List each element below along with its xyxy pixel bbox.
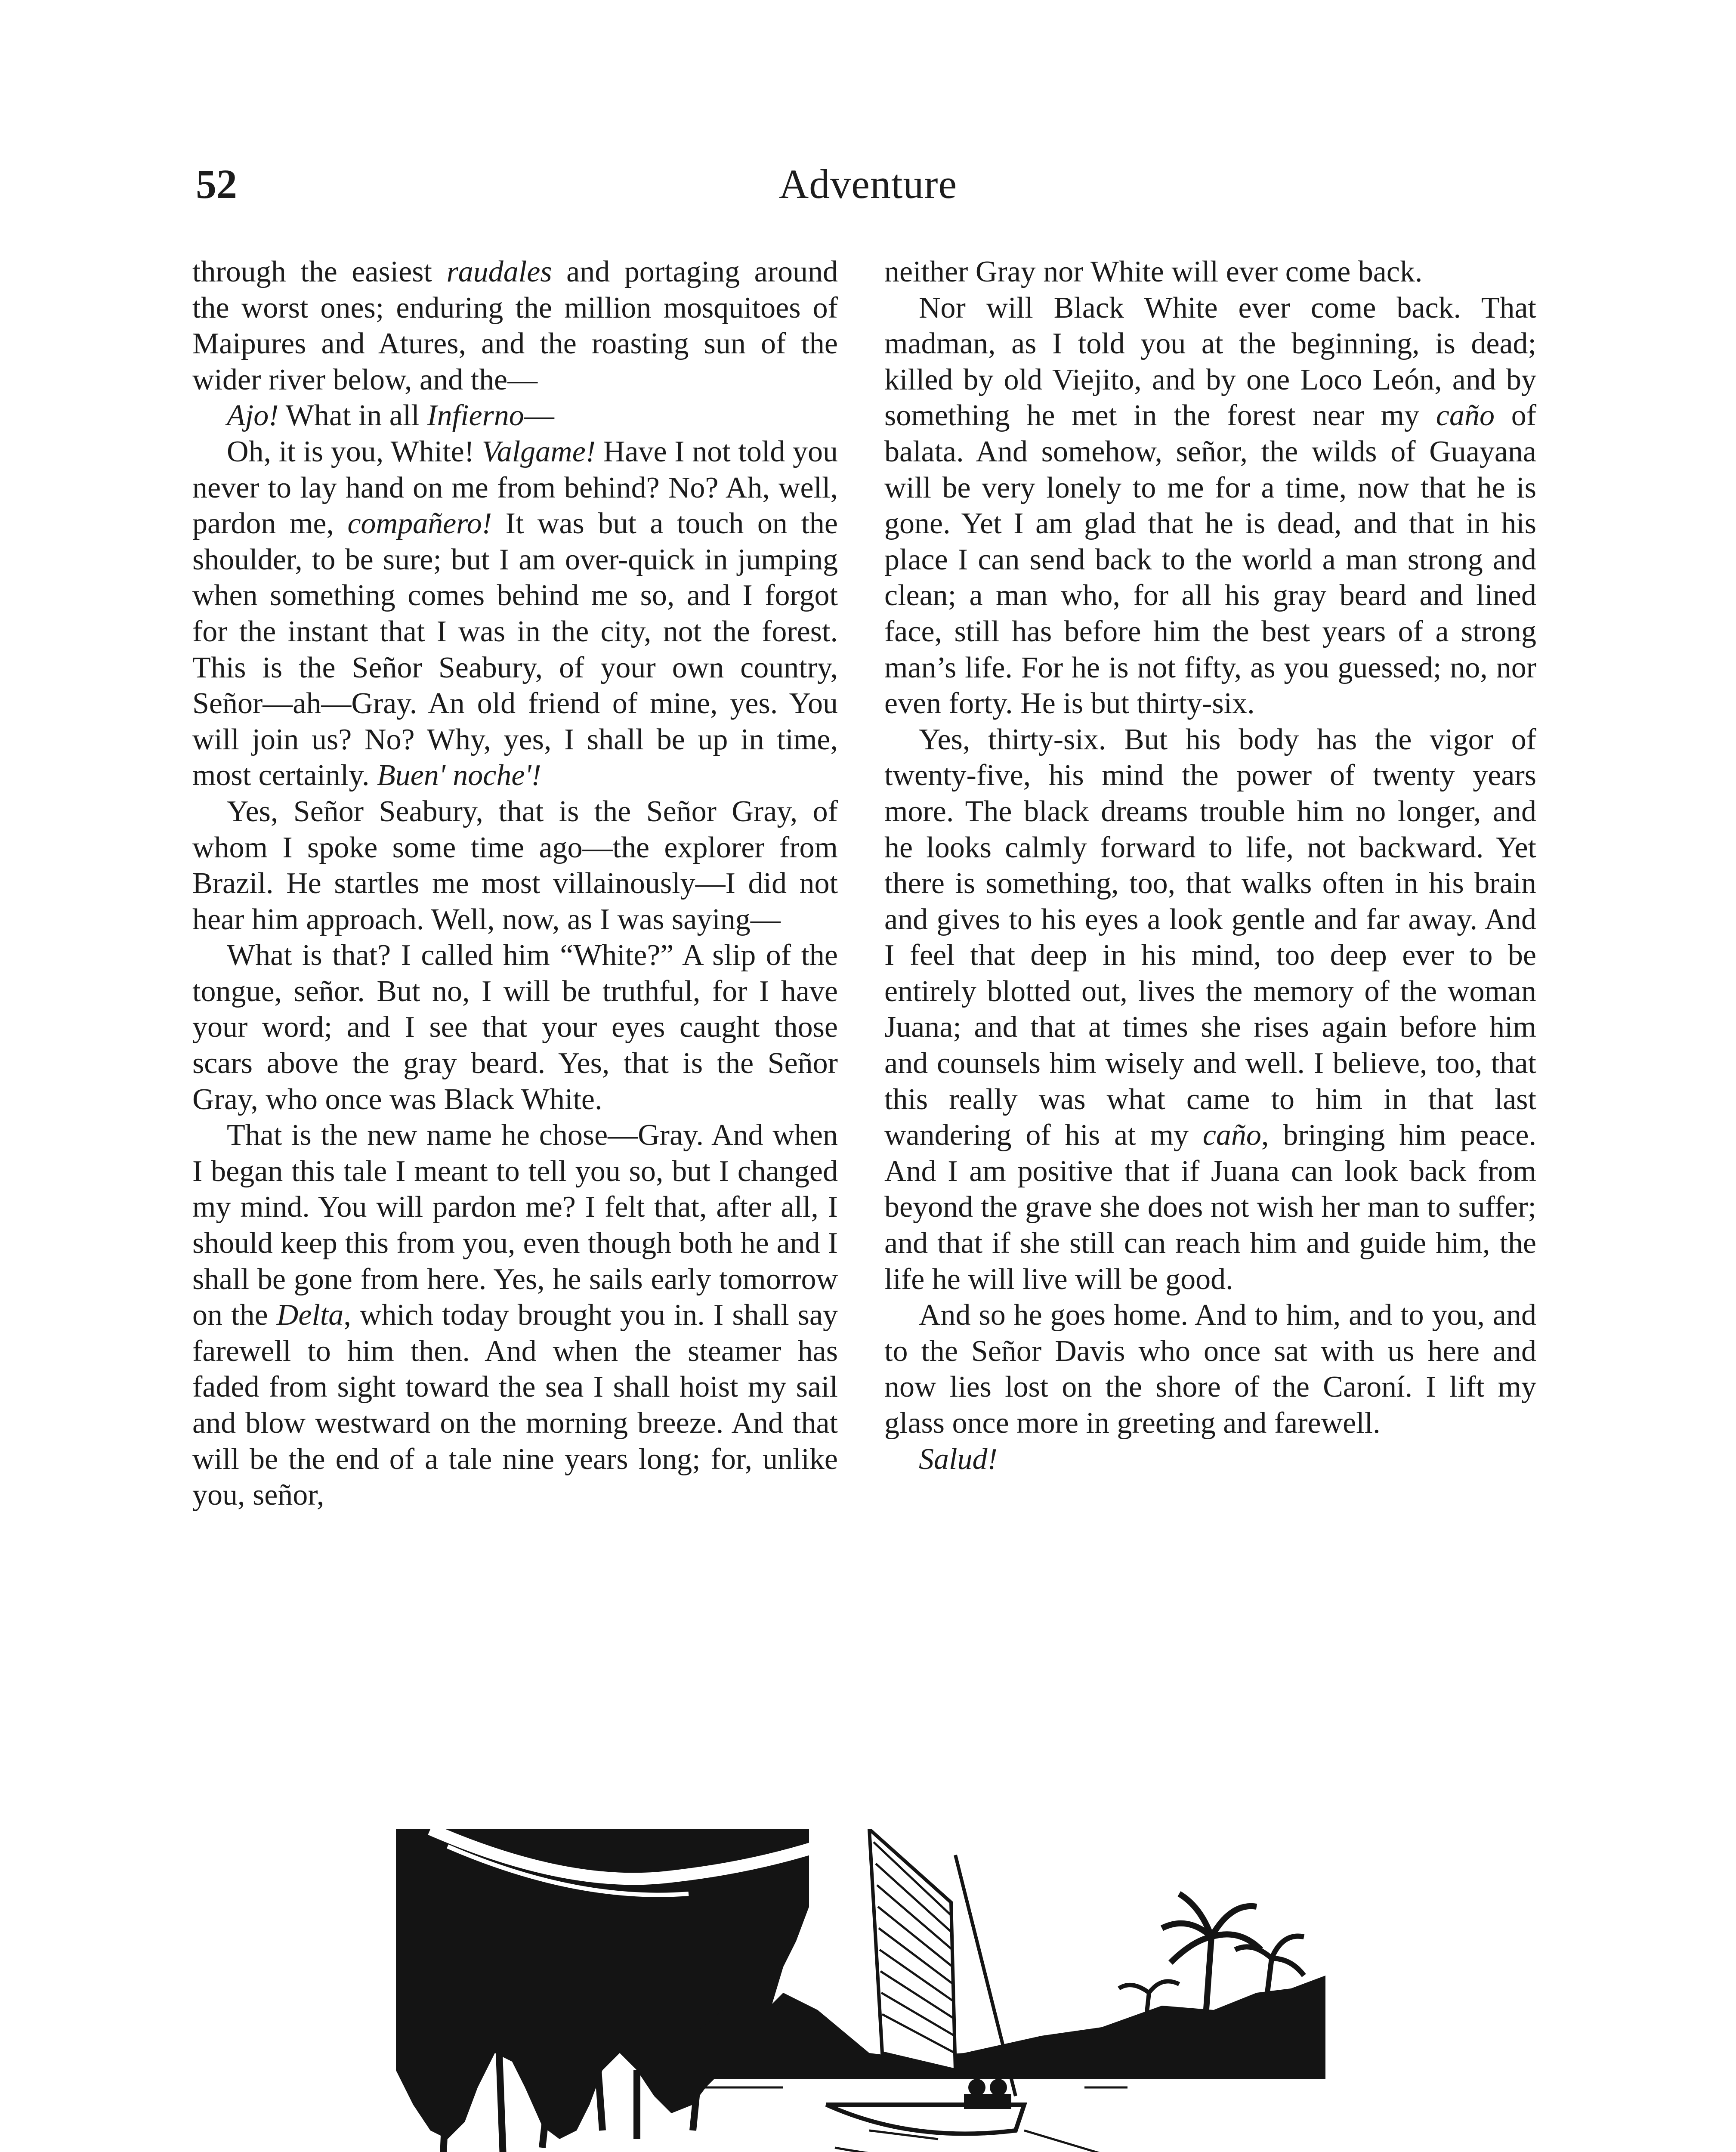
paragraph xyxy=(192,398,838,434)
text-run: and portaging around the worst ones; enduring the million mosquitoes of Maipures and Atures, and the roasting sun of the wider river below, and the— xyxy=(192,255,838,396)
page-number: 52 xyxy=(196,161,237,207)
text-run: What in all xyxy=(278,399,427,433)
signoff-salutation: Salud! xyxy=(919,1442,998,1476)
sailboat xyxy=(826,1829,1024,2134)
text-run: neither Gray nor White will ever come back. xyxy=(884,255,1423,288)
italic-run: Infierno xyxy=(427,399,524,433)
paragraph xyxy=(192,434,838,794)
italic-run: Delta xyxy=(276,1299,344,1332)
text-run: Nor will Black White ever come back. That madman, as I told you at the beginning, is dead; killed by old Viejito, and by one Loco León, and by something he met in the forest near my xyxy=(884,291,1536,433)
italic-run: compañero! xyxy=(347,507,492,541)
text-run: Yes, thirty-six. But his body has the vigor of twenty-five, his mind the power of twenty years more. The black dreams trouble him no longer, and he looks calmly forward to life, not backward. Yet there is something, too, that walks often in his brain and gives to his eyes a look gentle and far away. And I feel that deep in his mind, too deep ever to be entirely blotted out, lives the memory of the woman Juana; and that at times she rises again before him and counsels him wisely and well. I believe, too, that this really was what came to him in that last wandering of his at my xyxy=(884,723,1536,1152)
italic-run: raudales xyxy=(446,255,552,288)
right-text-column xyxy=(884,254,1536,1477)
text-run: , bringing him peace. And I am positive that if Juana can look back from beyond the grave she does not wish her man to suffer; and that if she still can reach him and guide him, the life he will live will be good. xyxy=(884,1119,1536,1296)
italic-run: caño xyxy=(1436,399,1495,433)
paragraph xyxy=(884,722,1536,1298)
paragraph xyxy=(884,254,1536,290)
paragraph xyxy=(192,794,838,937)
river-sailboat-illustration xyxy=(396,1829,1325,2152)
text-run: And so he goes home. And to him, and to you, and to the Señor Davis who once sat with us here and now lies lost on the shore of the Caroní. I lift my glass once more in greeting and farewell. xyxy=(884,1299,1536,1440)
text-run: — xyxy=(524,399,554,433)
paragraph xyxy=(192,937,838,1117)
paragraph xyxy=(884,1297,1536,1441)
paragraph xyxy=(192,1117,838,1513)
paragraph xyxy=(884,290,1536,722)
paragraph xyxy=(192,254,838,398)
tree-silhouette-left xyxy=(396,1829,818,2152)
text-run: Oh, it is you, White! xyxy=(227,435,482,468)
text-run: Yes, Señor Seabury, that is the Señor Gray, of whom I spoke some time ago—the explorer from Brazil. He startles me most villainously—I did not hear him approach. Well, now, as I was saying— xyxy=(192,795,838,936)
text-run: Have I not told you never to lay hand on me from behind? No? Ah, well, pardon me, xyxy=(192,435,838,541)
italic-run: Valgame! xyxy=(482,435,596,468)
text-run: What is that? I called him “White?” A slip of the tongue, señor. But no, I will be truthful, for I have your word; and I see that your eyes caught those scars above the gray beard. Yes, that is the Señor Gray, who once was Black White. xyxy=(192,939,838,1116)
running-head-title: Adventure xyxy=(778,161,958,207)
text-run: It was but a touch on the shoulder, to be sure; but I am over-quick in jumping when something comes behind me so, and I forgot for the instant that I was in the city, not the forest. This is the Señor Seabury, of your own country, Señor—ah—Gray. An old friend of mine, yes. You will join us? No? Why, yes, I shall be up in time, most certainly. xyxy=(192,507,838,792)
italic-run: Buen' noche'! xyxy=(377,759,541,792)
text-run: That is the new name he chose—Gray. And when I began this tale I meant to tell you so, but I changed my mind. You will pardon me? I felt that, after all, I should keep this from you, even though both he and I shall be gone from here. Yes, he sails early tomorrow on the xyxy=(192,1119,838,1332)
italic-run: caño xyxy=(1202,1119,1261,1152)
text-run: , which today brought you in. I shall say farewell to him then. And when the steamer has faded from sight toward the sea I shall hoist my sail and blow westward on the morning breeze. And that will be the end of a tale nine years long; for, unlike you, señor, xyxy=(192,1299,838,1512)
text-run: through the easiest xyxy=(192,255,447,288)
left-text-column xyxy=(192,254,838,1513)
italic-run: Ajo! xyxy=(227,399,279,433)
text-run: of balata. And somehow, señor, the wilds of Guayana will be very lonely to me for a time, now that he is gone. Yet I am glad that he is dead, and that in his place I can send back to the world a man strong and clean; a man who, for all his gray beard and lined face, still has before him the best years of a strong man’s life. For he is not fifty, as you guessed; no, nor even forty. He is but thirty-six. xyxy=(884,399,1537,720)
